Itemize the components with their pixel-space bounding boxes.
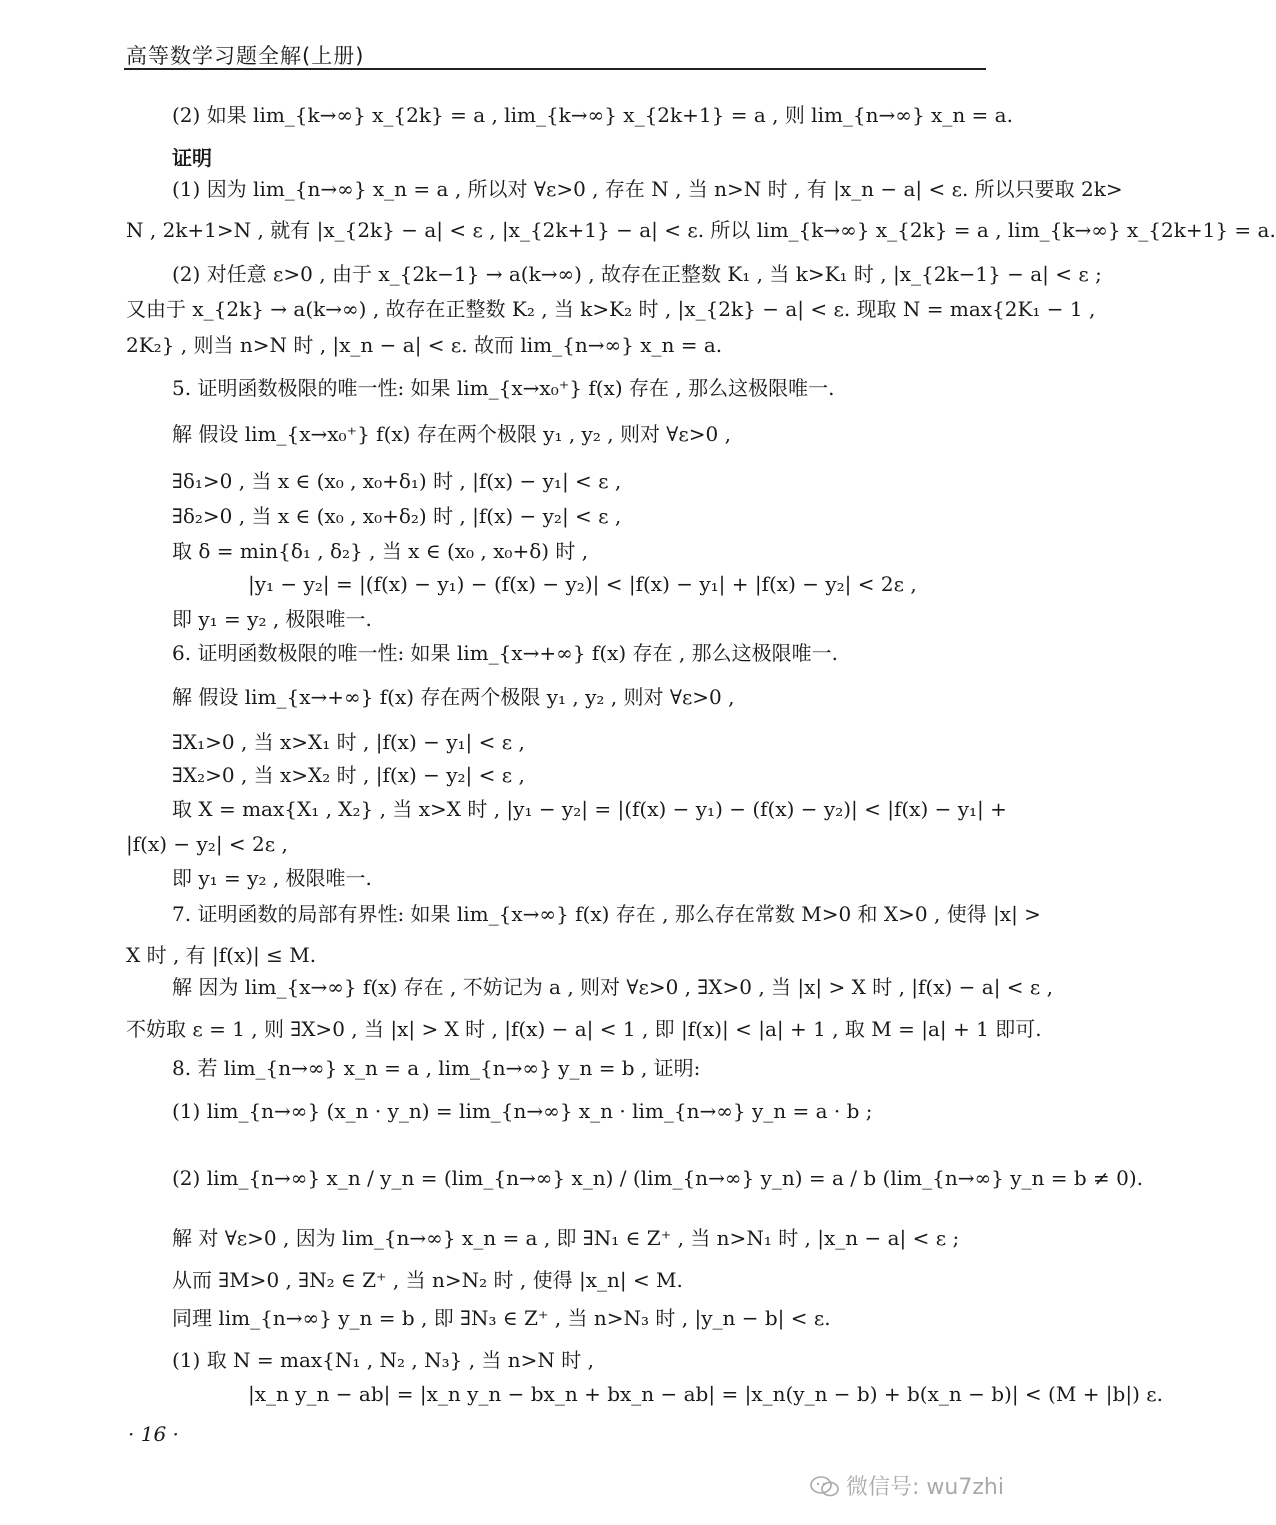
display-equation: |x_n y_n − ab| = |x_n y_n − bx_n + bx_n − ab| = |x_n(y_n − b) + b(x_n − b)| < (M + |b|) ε. bbox=[248, 1382, 1163, 1406]
text-line: 从而 ∃M>0 , ∃N₂ ∈ Z⁺ , 当 n>N₂ 时 , 使得 |x_n| < M. bbox=[172, 1268, 683, 1292]
text-line: 即 y₁ = y₂ , 极限唯一. bbox=[172, 607, 372, 631]
text-line: 即 y₁ = y₂ , 极限唯一. bbox=[172, 866, 372, 890]
text-line: 又由于 x_{2k} → a(k→∞) , 故存在正整数 K₂ , 当 k>K₂ 时 , |x_{2k} − a| < ε. 现取 N = max{2K₁ − 1 , bbox=[126, 297, 1096, 321]
text-line: ∃δ₂>0 , 当 x ∈ (x₀ , x₀+δ₂) 时 , |f(x) − y₂| < ε , bbox=[172, 504, 622, 528]
text-line: 取 X = max{X₁ , X₂} , 当 x>X 时 , |y₁ − y₂| = |(f(x) − y₁) − (f(x) − y₂)| < |f(x) − y₁| + bbox=[172, 797, 1007, 821]
display-equation: |y₁ − y₂| = |(f(x) − y₁) − (f(x) − y₂)| < |f(x) − y₁| + |f(x) − y₂| < 2ε , bbox=[248, 572, 917, 596]
text-line: 解 假设 lim_{x→+∞} f(x) 存在两个极限 y₁ , y₂ , 则对 ∀ε>0 , bbox=[172, 685, 735, 709]
text-line: 取 δ = min{δ₁ , δ₂} , 当 x ∈ (x₀ , x₀+δ) 时 , bbox=[172, 539, 589, 563]
text-line: ∃X₁>0 , 当 x>X₁ 时 , |f(x) − y₁| < ε , bbox=[172, 730, 525, 754]
text-line: (2) 如果 lim_{k→∞} x_{2k} = a , lim_{k→∞} x_{2k+1} = a , 则 lim_{n→∞} x_n = a. bbox=[172, 103, 1013, 127]
text-line: ∃δ₁>0 , 当 x ∈ (x₀ , x₀+δ₁) 时 , |f(x) − y₁| < ε , bbox=[172, 469, 622, 493]
text-line: 解 因为 lim_{x→∞} f(x) 存在 , 不妨记为 a , 则对 ∀ε>0 , ∃X>0 , 当 |x| > X 时 , |f(x) − a| < ε , bbox=[172, 975, 1053, 999]
page-number: · 16 · bbox=[128, 1422, 179, 1446]
problem-statement: 8. 若 lim_{n→∞} x_n = a , lim_{n→∞} y_n = b , 证明: bbox=[172, 1056, 701, 1080]
problem-statement: 6. 证明函数极限的唯一性: 如果 lim_{x→+∞} f(x) 存在 , 那么这极限唯一. bbox=[172, 641, 838, 665]
text-line: 解 假设 lim_{x→x₀⁺} f(x) 存在两个极限 y₁ , y₂ , 则对 ∀ε>0 , bbox=[172, 422, 731, 446]
text-line: 不妨取 ε = 1 , 则 ∃X>0 , 当 |x| > X 时 , |f(x) − a| < 1 , 即 |f(x)| < |a| + 1 , 取 M = |a| + 1 即可. bbox=[126, 1017, 1042, 1041]
running-header: 高等数学习题全解(上册) bbox=[126, 44, 365, 68]
wechat-icon bbox=[810, 1476, 840, 1498]
text-line: |f(x) − y₂| < 2ε , bbox=[126, 832, 288, 856]
problem-statement: 5. 证明函数极限的唯一性: 如果 lim_{x→x₀⁺} f(x) 存在 , 那么这极限唯一. bbox=[172, 376, 835, 400]
text-line: 2K₂} , 则当 n>N 时 , |x_n − a| < ε. 故而 lim_{n→∞} x_n = a. bbox=[126, 333, 723, 357]
text-line: (1) 因为 lim_{n→∞} x_n = a , 所以对 ∀ε>0 , 存在 N , 当 n>N 时 , 有 |x_n − a| < ε. 所以只要取 2k> bbox=[172, 177, 1123, 201]
text-line: X 时 , 有 |f(x)| ≤ M. bbox=[126, 943, 317, 967]
text-line: (1) 取 N = max{N₁ , N₂ , N₃} , 当 n>N 时 , bbox=[172, 1348, 594, 1372]
watermark-text: 微信号: wu7zhi bbox=[846, 1475, 1004, 1500]
text-line: 解 对 ∀ε>0 , 因为 lim_{n→∞} x_n = a , 即 ∃N₁ ∈ Z⁺ , 当 n>N₁ 时 , |x_n − a| < ε ; bbox=[172, 1226, 960, 1250]
text-line: (2) lim_{n→∞} x_n / y_n = (lim_{n→∞} x_n) / (lim_{n→∞} y_n) = a / b (lim_{n→∞} y_n = b ≠ 0). bbox=[172, 1166, 1144, 1190]
header-rule bbox=[124, 68, 986, 70]
watermark bbox=[810, 1470, 1004, 1501]
section-heading: 证明 bbox=[172, 146, 212, 170]
text-line: (2) 对任意 ε>0 , 由于 x_{2k−1} → a(k→∞) , 故存在正整数 K₁ , 当 k>K₁ 时 , |x_{2k−1} − a| < ε ; bbox=[172, 262, 1102, 286]
text-line: ∃X₂>0 , 当 x>X₂ 时 , |f(x) − y₂| < ε , bbox=[172, 763, 525, 787]
text-line: (1) lim_{n→∞} (x_n · y_n) = lim_{n→∞} x_n · lim_{n→∞} y_n = a · b ; bbox=[172, 1099, 873, 1123]
text-line: N , 2k+1>N , 就有 |x_{2k} − a| < ε , |x_{2k+1} − a| < ε. 所以 lim_{k→∞} x_{2k} = a , lim_{k→∞} x_{2k+1} = a. bbox=[126, 218, 1276, 242]
problem-statement: 7. 证明函数的局部有界性: 如果 lim_{x→∞} f(x) 存在 , 那么存在常数 M>0 和 X>0 , 使得 |x| > bbox=[172, 902, 1041, 926]
text-line: 同理 lim_{n→∞} y_n = b , 即 ∃N₃ ∈ Z⁺ , 当 n>N₃ 时 , |y_n − b| < ε. bbox=[172, 1306, 831, 1330]
